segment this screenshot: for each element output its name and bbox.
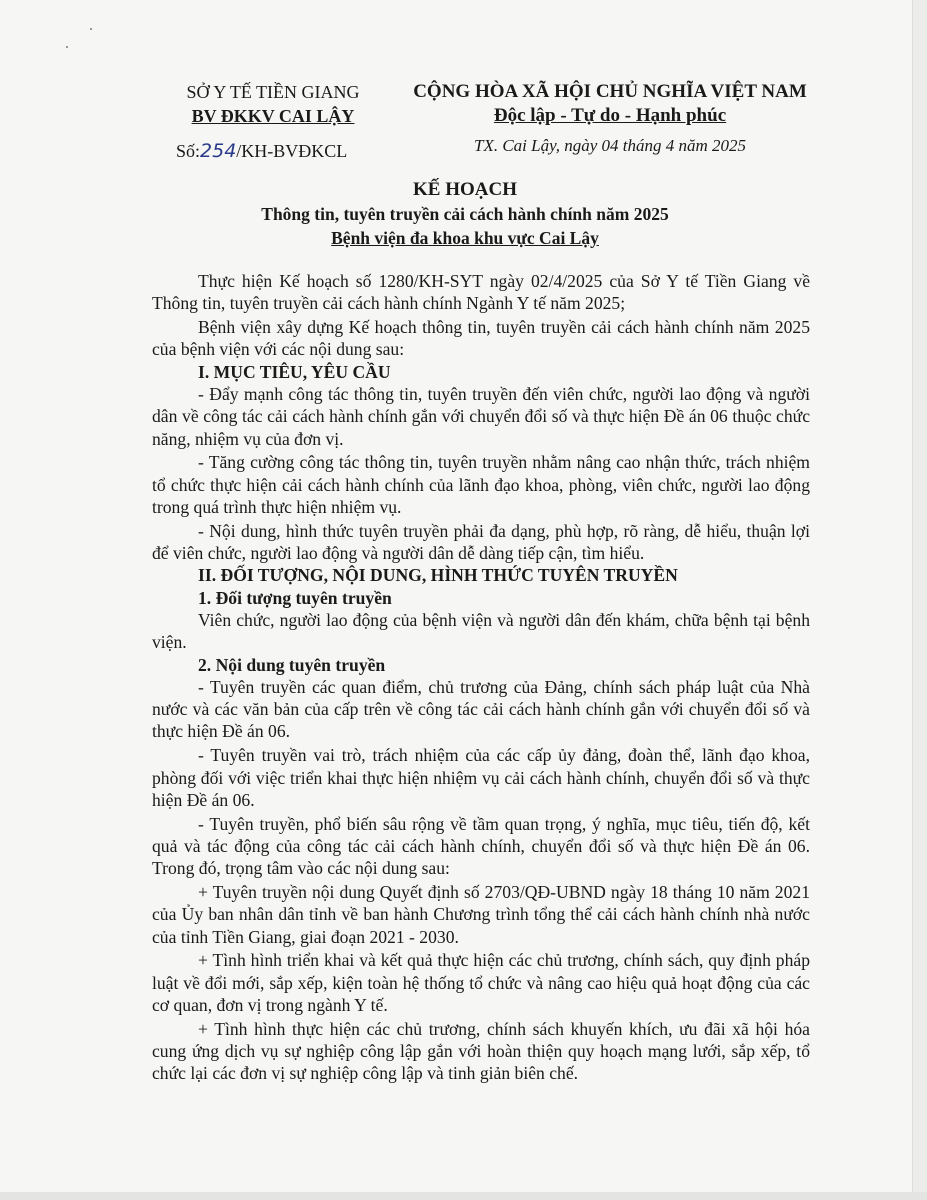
intro-paragraph: Bệnh viện xây dựng Kế hoạch thông tin, tuyên truyền cải cách hành chính năm 2025 của bệnh viện với các nội dung sau: (152, 317, 810, 360)
subsection-2-item: + Tuyên truyền nội dung Quyết định số 2703/QĐ-UBND ngày 18 tháng 10 năm 2021 của Ủy ban nhân dân tỉnh về ban hành Chương trình tổng thể cải cách hành chính nhà nước của tỉnh Tiền Giang, giai đoạn 2021 - 2030. (152, 882, 810, 947)
country-name: CỘNG HÒA XÃ HỘI CHỦ NGHĨA VIỆT NAM (413, 81, 807, 102)
subsection-2-item: + Tình hình triển khai và kết quả thực hiện các chủ trương, chính sách, quy định pháp luật về đổi mới, sắp xếp, kiện toàn hệ thống tổ chức và nâng cao hiệu quả hoạt động của các cơ quan, đơn vị trong ngành Y tế. (152, 950, 810, 1015)
doc-no-suffix: /KH-BVĐKCL (236, 141, 348, 161)
national-header (395, 80, 825, 128)
subsection-2-item: - Tuyên truyền vai trò, trách nhiệm của các cấp ủy đảng, đoàn thể, lãnh đạo khoa, phòng đối với việc triển khai thực hiện nhiệm vụ cải cách hành chính, chuyển đổi số và thực hiện Đề án 06. (152, 745, 810, 810)
section-1-heading: I. MỤC TIÊU, YÊU CẦU (198, 361, 391, 382)
subsection-2-item: + Tình hình thực hiện các chủ trương, chính sách khuyến khích, ưu đãi xã hội hóa cung ứng dịch vụ sự nghiệp công lập gắn với hoàn thiện quy hoạch mạng lưới, sắp xếp, tổ chức lại các đơn vị sự nghiệp công lập và tinh giản biên chế. (152, 1018, 810, 1084)
scan-speck (90, 28, 92, 30)
subsection-1-text: Viên chức, người lao động của bệnh viện và người dân đến khám, chữa bệnh tại bệnh viện. (152, 609, 810, 653)
document-number (176, 140, 347, 162)
document-body (152, 270, 810, 1085)
scan-edge-right (912, 0, 927, 1200)
agency-header (168, 80, 378, 128)
doc-no-prefix: Số: (176, 141, 201, 161)
document-title (150, 178, 780, 250)
agency-name (168, 104, 378, 128)
title-main: KẾ HOẠCH (413, 179, 517, 200)
subsection-2-item: - Tuyên truyền các quan điểm, chủ trương của Đảng, chính sách pháp luật của Nhà nước và các văn bản của cấp trên về công tác cải cách hành chính gắn với chuyển đổi số và thực hiện Đề án 06. (152, 676, 810, 742)
subsection-1-heading: 1. Đối tượng tuyên truyền (198, 587, 392, 608)
agency-name-text: BV ĐKKV CAI LẬY (191, 106, 355, 126)
place-date: TX. Cai Lậy, ngày 04 tháng 4 năm 2025 (473, 136, 746, 155)
national-motto (395, 104, 825, 128)
section-1-item: - Nội dung, hình thức tuyên truyền phải đa dạng, phù hợp, rõ ràng, dễ hiểu, thuận lợi để viên chức, người lao động và người dân dễ dàng tiếp cận, tìm hiểu. (152, 520, 810, 564)
title-line-1: Thông tin, tuyên truyền cải cách hành chính năm 2025 (261, 204, 669, 224)
title-line-2 (150, 226, 780, 250)
intro-paragraph: Thực hiện Kế hoạch số 1280/KH-SYT ngày 02/4/2025 của Sở Y tế Tiền Giang về Thông tin, tuyên truyền cải cách hành chính Ngành Y tế năm 2025; (152, 271, 810, 314)
doc-no-handwritten: 254 (200, 140, 237, 162)
section-1-item: - Tăng cường công tác thông tin, tuyên truyền nhằm nâng cao nhận thức, trách nhiệm tổ chức thực hiện cải cách hành chính của lãnh đạo khoa, phòng, viên chức, người lao động trong quá trình thực hiện nhiệm vụ. (152, 452, 810, 517)
subsection-2-item: - Tuyên truyền, phổ biến sâu rộng về tầm quan trọng, ý nghĩa, mục tiêu, tiến độ, kết quả và tác động của công tác cải cách hành chính, chuyển đổi số và thực hiện Đề án 06. Trong đó, trọng tâm vào các nội dung sau: (152, 813, 810, 879)
national-motto-text: Độc lập - Tự do - Hạnh phúc (493, 105, 727, 126)
section-1-item: - Đẩy mạnh công tác thông tin, tuyên truyền đến viên chức, người lao động và người dân về công tác cải cách hành chính gắn với chuyển đổi số và thực hiện Đề án 06 thuộc chức năng, nhiệm vụ của đơn vị. (152, 383, 810, 449)
scan-speck (66, 46, 68, 48)
agency-parent: SỞ Y TẾ TIỀN GIANG (186, 82, 360, 102)
title-line-2-text: Bệnh viện đa khoa khu vực Cai Lậy (331, 228, 599, 248)
scan-edge-bottom (0, 1192, 927, 1200)
subsection-2-heading: 2. Nội dung tuyên truyền (198, 654, 386, 675)
section-2-heading: II. ĐỐI TƯỢNG, NỘI DUNG, HÌNH THỨC TUYÊN TRUYỀN (198, 565, 678, 586)
